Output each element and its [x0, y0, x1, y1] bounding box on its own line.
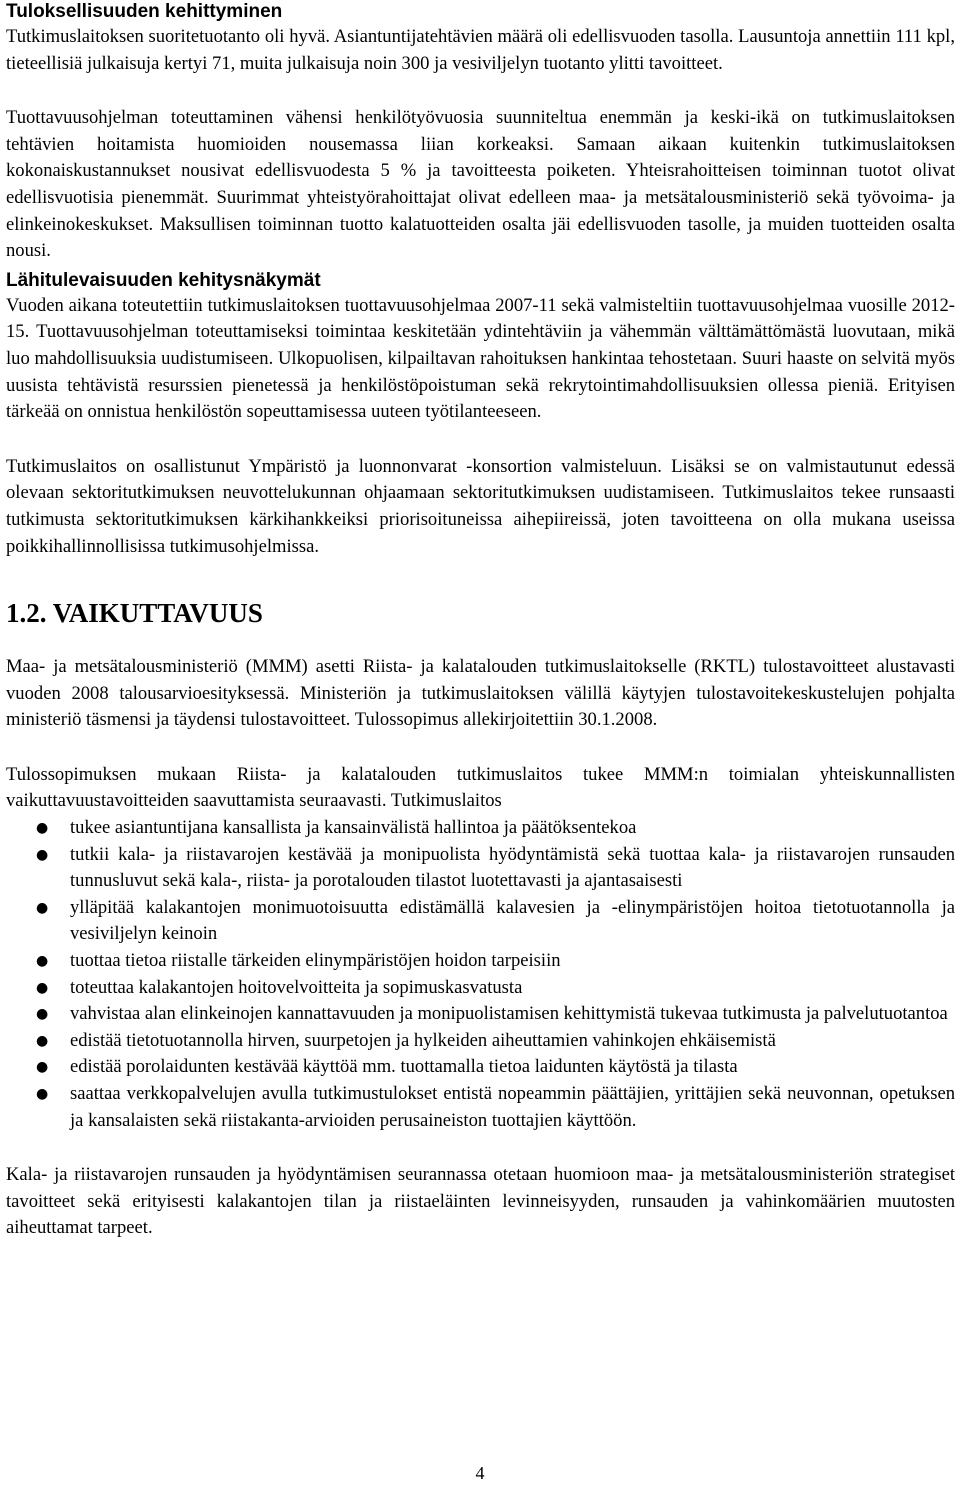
- list-item: [6, 895, 955, 948]
- paragraph-suoritetuotanto: Tutkimuslaitoksen suoritetuotanto oli hyvä. Asiantuntijatehtävien määrä oli edellisvuoden tasolla. Lausuntoja annettiin 111 kpl, tieteellisiä julkaisuja kertyi 71, muita julkaisuja noin 300 ja vesiviljelyn tuotanto ylitti tavoitteet.: [6, 26, 955, 74]
- list-item: [6, 948, 955, 975]
- list-item: [6, 1054, 955, 1081]
- paragraph-vuoden-aikana: Vuoden aikana toteutettiin tutkimuslaitoksen tuottavuusohjelmaa 2007-11 sekä valmisteltiin tuottavuusohjelmaa vuosille 2012-15. Tuottavuusohjelman toteuttamiseksi toimintaa keskitetään ydintehtäviin ja vähemmän välttämättömästä luovutaan, mikä luo mahdollisuuksia uudistumiseen. Ulkopuolisen, kilpailtavan rahoituksen hankintaa tehostetaan. Suuri haaste on selvitä myös uusista tehtävistä resurssien pienetessä ja henkilöstöpoistuman sekä rekrytointimahdollisuuksien ollessa pieniä. Erityisen tärkeää on onnistua henkilöstön sopeuttamisessa uuteen työtilanteeseen.: [6, 294, 955, 423]
- list-item-text: vahvistaa alan elinkeinojen kannattavuuden ja monipuolistamisen kehittymistä tukevaa tutkimusta ja palvelutuotantoa: [70, 1003, 948, 1025]
- list-item-text: edistää porolaidunten kestävää käyttöä mm. tuottamalla tietoa laidunten käytöstä ja tilasta: [70, 1056, 738, 1078]
- bullet-icon: ●: [36, 820, 49, 837]
- paragraph-gap: [6, 1134, 955, 1162]
- heading-lahitulevaisuus: Lähitulevaisuuden kehitysnäkymät: [6, 269, 321, 291]
- list-item-text: tukee asiantuntijana kansallista ja kansainvälistä hallintoa ja päätöksentekoa: [70, 817, 637, 839]
- paragraph-gap: [6, 77, 955, 105]
- goals-list: [6, 815, 955, 1134]
- paragraph-tulossopimus: Tulossopimuksen mukaan Riista- ja kalatalouden tutkimuslaitos tukee MMM:n toimialan yhteiskunnallisten vaikuttavuustavoitteiden saavuttamista seuraavasti. Tutkimuslaitos: [6, 763, 955, 812]
- paragraph-seuranta: Kala- ja riistavarojen runsauden ja hyödyntämisen seurannassa otetaan huomioon maa- ja metsätalousministeriön strategiset tavoitteet sekä erityisesti kalakantojen tilan ja riistaeläinten levinneisyyden, runsauden ja vahinkomäärien muutosten aiheuttamat tarpeet.: [6, 1164, 955, 1239]
- paragraph-gap: [6, 734, 955, 762]
- list-item: [6, 1028, 955, 1055]
- section-title-vaikuttavuus: 1.2. VAIKUTTAVUUS: [6, 598, 263, 629]
- paragraph-konsortio: Tutkimuslaitos on osallistunut Ympäristö ja luonnonvarat -konsortion valmisteluun. Lisäksi se on valmistautunut edessä olevaan sektoritutkimuksen neuvottelukunnan ohjaamaan sektoritutkimuksen uudistamiseen. Tutkimuslaitos tekee runsaasti tutkimusta sektoritutkimuksen kärkihankkeiksi priorisoituneissa aihepiireissä, joten tavoitteena on olla mukana useissa poikkihallinnollisissa tutkimusohjelmissa.: [6, 455, 955, 557]
- document-page: [6, 0, 955, 1242]
- list-item: [6, 975, 955, 1002]
- bullet-icon: ●: [36, 1032, 49, 1049]
- list-item-text: saattaa verkkopalvelujen avulla tutkimustulokset entistä nopeammin päättäjien, yrittäjien sekä neuvonnan, opetuksen ja kansalaisten sekä riistakanta-arvioiden perusaineiston tuottajien käyttöön.: [70, 1083, 955, 1131]
- list-item-text: ylläpitää kalakantojen monimuotoisuutta edistämällä kalavesien ja -elinympäristöjen hoitoa tietotuotannolla ja vesiviljelyn keinoin: [70, 896, 955, 945]
- paragraph-tulostavoitteet: Maa- ja metsätalousministeriö (MMM) asetti Riista- ja kalatalouden tutkimuslaitokselle (RKTL) tulostavoitteet alustavasti vuoden 2008 talousarvioesityksessä. Ministeriön ja tutkimuslaitoksen välillä käytyjen tulostavoitekeskustelujen pohjalta ministeriö täsmensi ja täydensi tulostavoitteet. Tulossopimus allekirjoitettiin 30.1.2008.: [6, 656, 955, 731]
- bullet-icon: ●: [36, 953, 49, 970]
- paragraph-tuottavuusohjelma: Tuottavuusohjelman toteuttaminen vähensi henkilötyövuosia suunniteltua enemmän ja keski-ikä on tutkimuslaitoksen tehtävien hoitamista huomioiden nousemassa liian korkeaksi. Samaan aikaan kuitenkin tutkimuslaitoksen kokonaiskustannukset nousivat edellisvuodesta 5 % ja tavoitteesta poiketen. Yhteisrahoitteisen toiminnan tuotot olivat edellisvuotisia pienemmät. Suurimmat yhteistyörahoittajat olivat edelleen maa- ja metsätalousministeriö sekä työvoima- ja elinkeinokeskukset. Maksullisen toiminnan tuotto kalatuotteiden osalta jäi edellisvuoden tasolle, ja muiden tuotteiden osalta nousi.: [6, 107, 955, 262]
- list-item: [6, 1081, 955, 1134]
- paragraph-gap: [6, 560, 955, 588]
- list-item: [6, 1001, 955, 1028]
- heading-tuloksellisuus: Tuloksellisuuden kehittyminen: [6, 1, 283, 22]
- paragraph-gap: [6, 426, 955, 454]
- list-item-text: tutkii kala- ja riistavarojen kestävää ja monipuolista hyödyntämistä sekä tuottaa kala- ja riistavarojen runsauden tunnusluvut sekä kala-, riista- ja porotalouden tilastot luotettavasti ja ajantasaisesti: [70, 843, 955, 892]
- bullet-icon: ●: [36, 979, 49, 996]
- list-item: [6, 842, 955, 895]
- bullet-icon: ●: [36, 1059, 49, 1076]
- list-item: [6, 815, 955, 842]
- list-item-text: edistää tietotuotannolla hirven, suurpetojen ja hylkeiden aiheuttamien vahinkojen ehkäisemistä: [70, 1029, 776, 1051]
- list-item-text: tuottaa tietoa riistalle tärkeiden elinympäristöjen hoidon tarpeisiin: [70, 950, 561, 972]
- bullet-icon: ●: [36, 899, 49, 916]
- list-item-text: toteuttaa kalakantojen hoitovelvoitteita ja sopimuskasvatusta: [70, 976, 523, 998]
- bullet-icon: ●: [36, 846, 49, 863]
- bullet-icon: ●: [36, 1086, 49, 1102]
- bullet-icon: ●: [36, 1006, 49, 1023]
- page-number: 4: [475, 1463, 485, 1483]
